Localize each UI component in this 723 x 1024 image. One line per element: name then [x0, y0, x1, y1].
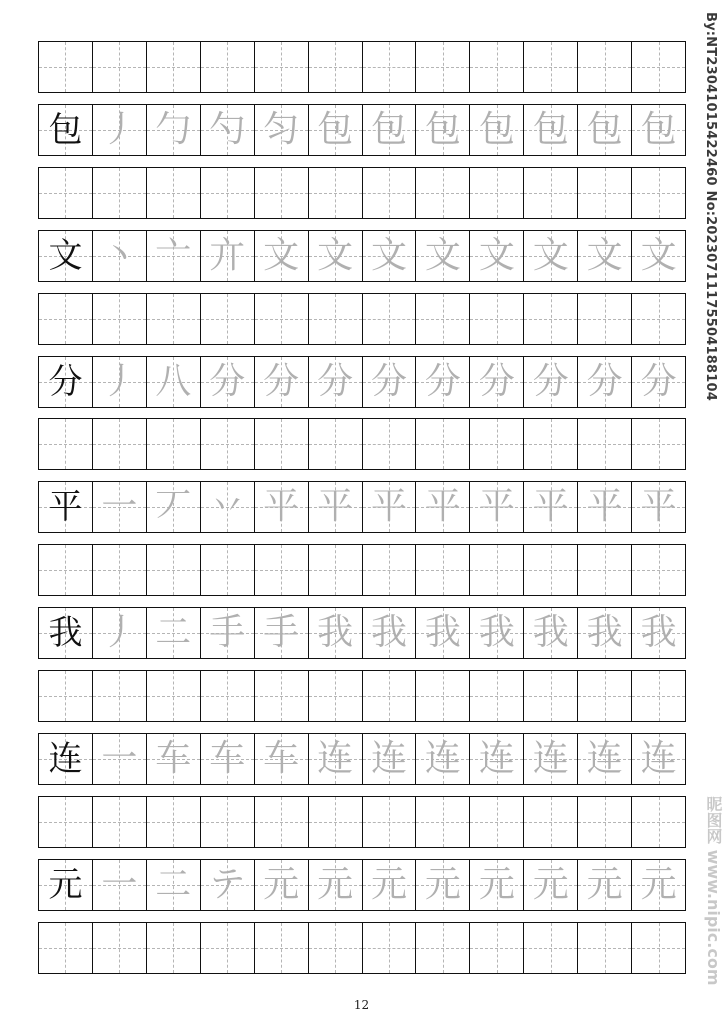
- tracing-row: [38, 356, 686, 408]
- grid-cell: [39, 545, 93, 595]
- grid-cell: [93, 923, 147, 973]
- blank-practice-row: [38, 418, 686, 470]
- trace-character: 包: [532, 108, 569, 150]
- trace-character: 连: [586, 737, 623, 779]
- grid-cell: [524, 608, 578, 658]
- trace-character: 包: [586, 108, 623, 150]
- trace-character: 平: [640, 486, 677, 528]
- grid-cell: [201, 105, 255, 155]
- trace-character: 分: [317, 360, 354, 402]
- trace-character: 车: [263, 737, 300, 779]
- trace-character: 丆: [155, 486, 192, 528]
- trace-character: 车: [155, 737, 192, 779]
- grid-cell: [416, 294, 470, 344]
- trace-character: 元: [640, 863, 677, 905]
- grid-cell: [93, 734, 147, 784]
- grid-cell: [524, 294, 578, 344]
- grid-cell: [39, 923, 93, 973]
- grid-cell: [93, 671, 147, 721]
- trace-character: 文: [370, 234, 407, 276]
- blank-practice-row: [38, 922, 686, 974]
- grid-cell: [147, 671, 201, 721]
- grid-cell: [470, 231, 524, 281]
- grid-cell: [524, 482, 578, 532]
- grid-cell: [470, 671, 524, 721]
- trace-character: 文: [263, 234, 300, 276]
- grid-cell: [147, 923, 201, 973]
- grid-cell: [93, 357, 147, 407]
- grid-cell: [363, 860, 417, 910]
- trace-character: 勺: [209, 108, 246, 150]
- grid-cell: [470, 608, 524, 658]
- trace-character: 我: [640, 612, 677, 654]
- grid-cell: [416, 168, 470, 218]
- grid-cell: [470, 797, 524, 847]
- trace-character: 我: [424, 612, 461, 654]
- trace-character: 元: [532, 863, 569, 905]
- trace-character: 平: [263, 486, 300, 528]
- grid-cell: [39, 671, 93, 721]
- tracing-row: [38, 859, 686, 911]
- trace-character: 分: [370, 360, 407, 402]
- trace-character: 丿: [101, 360, 138, 402]
- grid-cell: [309, 42, 363, 92]
- trace-character: 连: [532, 737, 569, 779]
- grid-cell: [578, 671, 632, 721]
- grid-cell: [632, 545, 685, 595]
- grid-cell: [524, 105, 578, 155]
- grid-cell: [39, 734, 93, 784]
- blank-practice-row: [38, 670, 686, 722]
- model-character: 包: [48, 109, 83, 150]
- trace-character: 手: [209, 612, 246, 654]
- trace-character: 平: [317, 486, 354, 528]
- trace-character: テ: [209, 863, 246, 905]
- grid-cell: [309, 482, 363, 532]
- tracing-row: [38, 733, 686, 785]
- grid-cell: [201, 419, 255, 469]
- grid-cell: [524, 419, 578, 469]
- grid-cell: [147, 860, 201, 910]
- grid-cell: [93, 42, 147, 92]
- trace-character: 平: [586, 486, 623, 528]
- trace-character: 丿: [101, 108, 138, 150]
- trace-character: 元: [478, 863, 515, 905]
- grid-cell: [632, 482, 685, 532]
- grid-cell: [578, 545, 632, 595]
- grid-cell: [309, 357, 363, 407]
- grid-cell: [363, 231, 417, 281]
- grid-cell: [578, 797, 632, 847]
- grid-cell: [632, 671, 685, 721]
- grid-cell: [201, 860, 255, 910]
- grid-cell: [524, 923, 578, 973]
- grid-cell: [309, 105, 363, 155]
- trace-character: 平: [532, 486, 569, 528]
- grid-cell: [632, 168, 685, 218]
- grid-cell: [578, 482, 632, 532]
- grid-cell: [363, 419, 417, 469]
- grid-cell: [416, 482, 470, 532]
- grid-cell: [93, 105, 147, 155]
- grid-cell: [255, 294, 309, 344]
- trace-character: 我: [317, 612, 354, 654]
- trace-character: 八: [155, 360, 192, 402]
- trace-character: 分: [478, 360, 515, 402]
- watermark-id: By:NT23041015422460 No:20230711175504188104: [703, 12, 718, 402]
- grid-cell: [416, 734, 470, 784]
- trace-character: 分: [532, 360, 569, 402]
- grid-cell: [201, 482, 255, 532]
- trace-character: 文: [586, 234, 623, 276]
- grid-cell: [255, 797, 309, 847]
- grid-cell: [255, 608, 309, 658]
- trace-character: 勹: [155, 108, 192, 150]
- blank-practice-row: [38, 796, 686, 848]
- grid-cell: [524, 357, 578, 407]
- grid-cell: [147, 42, 201, 92]
- tracing-row: [38, 607, 686, 659]
- trace-character: 连: [478, 737, 515, 779]
- grid-cell: [363, 42, 417, 92]
- trace-character: 元: [424, 863, 461, 905]
- grid-cell: [147, 419, 201, 469]
- model-character: 连: [48, 738, 83, 779]
- page-number: 12: [353, 998, 370, 1012]
- trace-character: 元: [586, 863, 623, 905]
- model-character: 平: [48, 487, 83, 528]
- grid-cell: [147, 168, 201, 218]
- grid-cell: [39, 42, 93, 92]
- grid-cell: [147, 357, 201, 407]
- grid-cell: [201, 608, 255, 658]
- grid-cell: [39, 419, 93, 469]
- trace-character: 二: [155, 863, 192, 905]
- grid-cell: [632, 42, 685, 92]
- trace-character: 平: [370, 486, 407, 528]
- grid-cell: [93, 545, 147, 595]
- grid-cell: [309, 608, 363, 658]
- trace-character: 丶: [101, 234, 138, 276]
- trace-character: 分: [263, 360, 300, 402]
- grid-cell: [363, 923, 417, 973]
- grid-cell: [39, 168, 93, 218]
- trace-character: 分: [424, 360, 461, 402]
- grid-cell: [201, 42, 255, 92]
- grid-cell: [578, 357, 632, 407]
- grid-cell: [39, 231, 93, 281]
- model-character: 文: [48, 235, 83, 276]
- grid-cell: [309, 168, 363, 218]
- grid-cell: [39, 860, 93, 910]
- trace-character: 我: [586, 612, 623, 654]
- grid-cell: [309, 671, 363, 721]
- grid-cell: [470, 923, 524, 973]
- grid-cell: [309, 545, 363, 595]
- trace-character: 车: [209, 737, 246, 779]
- grid-cell: [147, 608, 201, 658]
- grid-cell: [39, 608, 93, 658]
- trace-character: 二: [155, 612, 192, 654]
- grid-cell: [470, 294, 524, 344]
- watermark-site: 昵图网 www.nipic.com: [704, 796, 723, 986]
- trace-character: 元: [317, 863, 354, 905]
- trace-character: 平: [424, 486, 461, 528]
- trace-character: 包: [317, 108, 354, 150]
- grid-cell: [578, 231, 632, 281]
- trace-character: 元: [370, 863, 407, 905]
- grid-cell: [632, 419, 685, 469]
- grid-cell: [524, 545, 578, 595]
- grid-cell: [93, 860, 147, 910]
- grid-cell: [578, 42, 632, 92]
- grid-cell: [363, 545, 417, 595]
- grid-cell: [632, 231, 685, 281]
- grid-cell: [524, 42, 578, 92]
- grid-cell: [578, 608, 632, 658]
- grid-cell: [255, 734, 309, 784]
- grid-cell: [93, 294, 147, 344]
- grid-cell: [416, 797, 470, 847]
- grid-cell: [632, 860, 685, 910]
- grid-cell: [416, 105, 470, 155]
- grid-cell: [201, 231, 255, 281]
- grid-cell: [632, 797, 685, 847]
- grid-cell: [632, 294, 685, 344]
- grid-cell: [363, 734, 417, 784]
- grid-cell: [255, 42, 309, 92]
- grid-cell: [39, 482, 93, 532]
- grid-cell: [147, 545, 201, 595]
- grid-cell: [93, 482, 147, 532]
- grid-cell: [147, 482, 201, 532]
- grid-cell: [578, 923, 632, 973]
- trace-character: 文: [478, 234, 515, 276]
- grid-cell: [470, 545, 524, 595]
- grid-cell: [524, 734, 578, 784]
- grid-cell: [309, 231, 363, 281]
- grid-cell: [632, 734, 685, 784]
- grid-cell: [255, 671, 309, 721]
- grid-cell: [578, 734, 632, 784]
- grid-cell: [255, 545, 309, 595]
- trace-character: 亣: [209, 234, 246, 276]
- trace-character: 我: [370, 612, 407, 654]
- trace-character: 我: [532, 612, 569, 654]
- trace-character: 元: [263, 863, 300, 905]
- trace-character: 连: [640, 737, 677, 779]
- grid-cell: [309, 419, 363, 469]
- tracing-row: [38, 481, 686, 533]
- model-character: 元: [48, 864, 83, 905]
- grid-cell: [524, 671, 578, 721]
- grid-cell: [632, 105, 685, 155]
- grid-cell: [93, 608, 147, 658]
- grid-cell: [470, 105, 524, 155]
- grid-cell: [416, 231, 470, 281]
- grid-cell: [309, 294, 363, 344]
- trace-character: 连: [424, 737, 461, 779]
- blank-practice-row: [38, 41, 686, 93]
- grid-cell: [416, 923, 470, 973]
- grid-cell: [93, 231, 147, 281]
- trace-character: 一: [101, 863, 138, 905]
- trace-character: 包: [424, 108, 461, 150]
- grid-cell: [147, 231, 201, 281]
- grid-cell: [201, 168, 255, 218]
- tracing-row: [38, 104, 686, 156]
- grid-cell: [309, 923, 363, 973]
- grid-cell: [470, 168, 524, 218]
- trace-character: 我: [478, 612, 515, 654]
- grid-cell: [578, 168, 632, 218]
- grid-cell: [309, 797, 363, 847]
- grid-cell: [470, 419, 524, 469]
- grid-cell: [578, 419, 632, 469]
- grid-cell: [255, 482, 309, 532]
- grid-cell: [416, 419, 470, 469]
- grid-cell: [470, 860, 524, 910]
- grid-cell: [524, 860, 578, 910]
- grid-cell: [255, 923, 309, 973]
- trace-character: 丿: [101, 612, 138, 654]
- grid-cell: [39, 357, 93, 407]
- grid-cell: [93, 797, 147, 847]
- grid-cell: [309, 734, 363, 784]
- grid-cell: [363, 797, 417, 847]
- grid-cell: [578, 294, 632, 344]
- trace-character: 文: [424, 234, 461, 276]
- trace-character: 文: [640, 234, 677, 276]
- trace-character: 包: [478, 108, 515, 150]
- trace-character: 一: [101, 737, 138, 779]
- grid-cell: [363, 105, 417, 155]
- grid-cell: [201, 357, 255, 407]
- grid-cell: [632, 608, 685, 658]
- grid-cell: [524, 168, 578, 218]
- trace-character: 平: [478, 486, 515, 528]
- trace-character: 分: [640, 360, 677, 402]
- grid-cell: [470, 42, 524, 92]
- trace-character: 手: [263, 612, 300, 654]
- grid-cell: [416, 608, 470, 658]
- grid-cell: [524, 231, 578, 281]
- grid-cell: [363, 608, 417, 658]
- grid-cell: [632, 923, 685, 973]
- tracing-row: [38, 230, 686, 282]
- grid-cell: [416, 860, 470, 910]
- grid-cell: [201, 734, 255, 784]
- trace-character: 丷: [209, 486, 246, 528]
- grid-cell: [39, 105, 93, 155]
- trace-character: 包: [640, 108, 677, 150]
- grid-cell: [255, 231, 309, 281]
- grid-cell: [255, 419, 309, 469]
- grid-cell: [416, 671, 470, 721]
- grid-cell: [363, 482, 417, 532]
- grid-cell: [363, 294, 417, 344]
- grid-cell: [201, 294, 255, 344]
- blank-practice-row: [38, 293, 686, 345]
- blank-practice-row: [38, 544, 686, 596]
- grid-cell: [578, 860, 632, 910]
- grid-cell: [416, 545, 470, 595]
- grid-cell: [632, 357, 685, 407]
- grid-cell: [578, 105, 632, 155]
- grid-cell: [201, 923, 255, 973]
- grid-cell: [470, 734, 524, 784]
- grid-cell: [416, 42, 470, 92]
- grid-cell: [39, 797, 93, 847]
- model-character: 分: [48, 361, 83, 402]
- grid-cell: [93, 168, 147, 218]
- grid-cell: [363, 168, 417, 218]
- grid-cell: [470, 482, 524, 532]
- grid-cell: [524, 797, 578, 847]
- grid-cell: [147, 734, 201, 784]
- trace-character: 包: [370, 108, 407, 150]
- trace-character: 一: [101, 486, 138, 528]
- grid-cell: [93, 419, 147, 469]
- trace-character: 连: [370, 737, 407, 779]
- grid-cell: [201, 797, 255, 847]
- grid-cell: [255, 357, 309, 407]
- grid-cell: [255, 168, 309, 218]
- trace-character: 匀: [263, 108, 300, 150]
- trace-character: 连: [317, 737, 354, 779]
- grid-cell: [147, 105, 201, 155]
- grid-cell: [147, 294, 201, 344]
- grid-cell: [255, 105, 309, 155]
- grid-cell: [201, 545, 255, 595]
- grid-cell: [201, 671, 255, 721]
- grid-cell: [416, 357, 470, 407]
- grid-cell: [363, 357, 417, 407]
- blank-practice-row: [38, 167, 686, 219]
- model-character: 我: [48, 613, 83, 654]
- grid-cell: [363, 671, 417, 721]
- grid-cell: [147, 797, 201, 847]
- trace-character: 文: [317, 234, 354, 276]
- grid-cell: [309, 860, 363, 910]
- grid-cell: [255, 860, 309, 910]
- trace-character: 分: [586, 360, 623, 402]
- trace-character: 分: [209, 360, 246, 402]
- trace-character: 文: [532, 234, 569, 276]
- grid-cell: [39, 294, 93, 344]
- trace-character: 亠: [155, 234, 192, 276]
- grid-cell: [470, 357, 524, 407]
